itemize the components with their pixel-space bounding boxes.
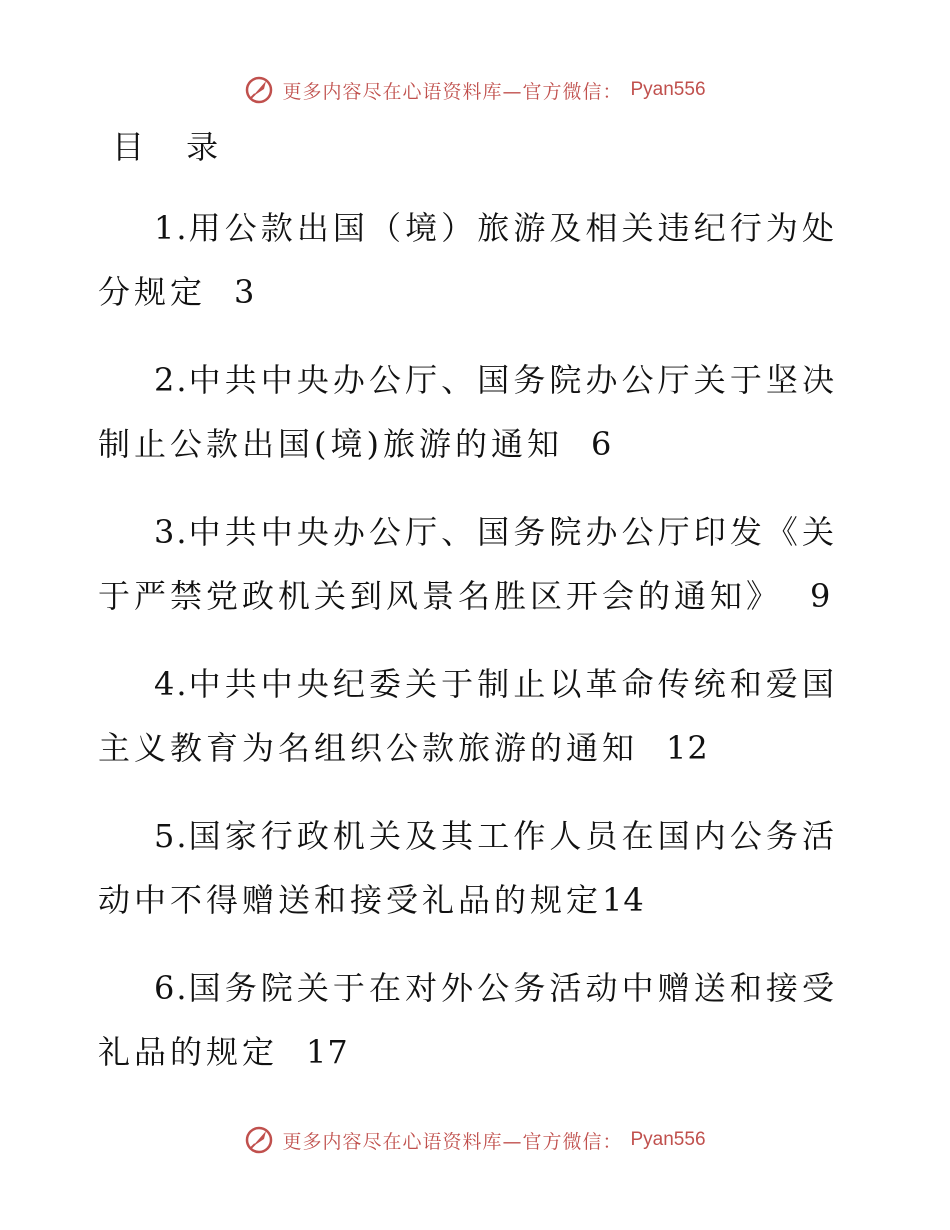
toc-item-text: 中共中央纪委关于制止以革命传统和爱国主义教育为名组织公款旅游的通知 — [98, 665, 838, 767]
header-banner — [0, 70, 950, 110]
header-banner-wechat-id: Pyan556 — [630, 79, 706, 100]
toc-item-page: 3 — [234, 273, 256, 311]
toc-item-number: 3. — [154, 513, 189, 551]
toc-item-number: 4. — [154, 665, 189, 703]
footer-banner-text: 更多内容尽在心语资料库—官方微信： — [282, 1130, 623, 1153]
toc-item-text: 用公款出国（境）旅游及相关违纪行为处分规定 — [98, 209, 838, 311]
toc-item[interactable] — [98, 196, 838, 324]
toc-item-page: 17 — [306, 1033, 349, 1071]
toc-item[interactable] — [98, 348, 838, 476]
toc-item-number: 6. — [154, 969, 189, 1007]
toc-item-page: 14 — [602, 881, 645, 919]
toc-item-text: 国家行政机关及其工作人员在国内公务活动中不得赠送和接受礼品的规定 — [98, 817, 838, 919]
toc-title: 目 录 — [112, 128, 235, 166]
toc-item-text: 中共中央办公厅、国务院办公厅印发《关于严禁党政机关到风景名胜区开会的通知》 — [98, 513, 838, 615]
toc-item-page: 9 — [810, 577, 832, 615]
toc-item-number: 2. — [154, 361, 189, 399]
toc-item-number: 5. — [154, 817, 189, 855]
toc-item[interactable] — [98, 804, 838, 932]
toc-item-text: 中共中央办公厅、国务院办公厅关于坚决制止公款出国(境)旅游的通知 — [98, 361, 838, 463]
toc-item-text: 国务院关于在对外公务活动中赠送和接受礼品的规定 — [98, 969, 838, 1071]
quill-logo-icon — [244, 1125, 274, 1155]
toc-item-page: 12 — [666, 729, 709, 767]
quill-logo-icon — [244, 75, 274, 105]
footer-banner-wechat-id: Pyan556 — [630, 1129, 706, 1150]
footer-banner — [0, 1120, 950, 1160]
toc-list — [98, 196, 838, 1108]
header-banner-text: 更多内容尽在心语资料库—官方微信： — [282, 80, 623, 103]
toc-item[interactable] — [98, 500, 838, 628]
toc-item[interactable] — [98, 956, 838, 1084]
toc-item-number: 1. — [154, 209, 189, 247]
toc-item-page: 6 — [590, 425, 613, 463]
toc-item[interactable] — [98, 652, 838, 780]
